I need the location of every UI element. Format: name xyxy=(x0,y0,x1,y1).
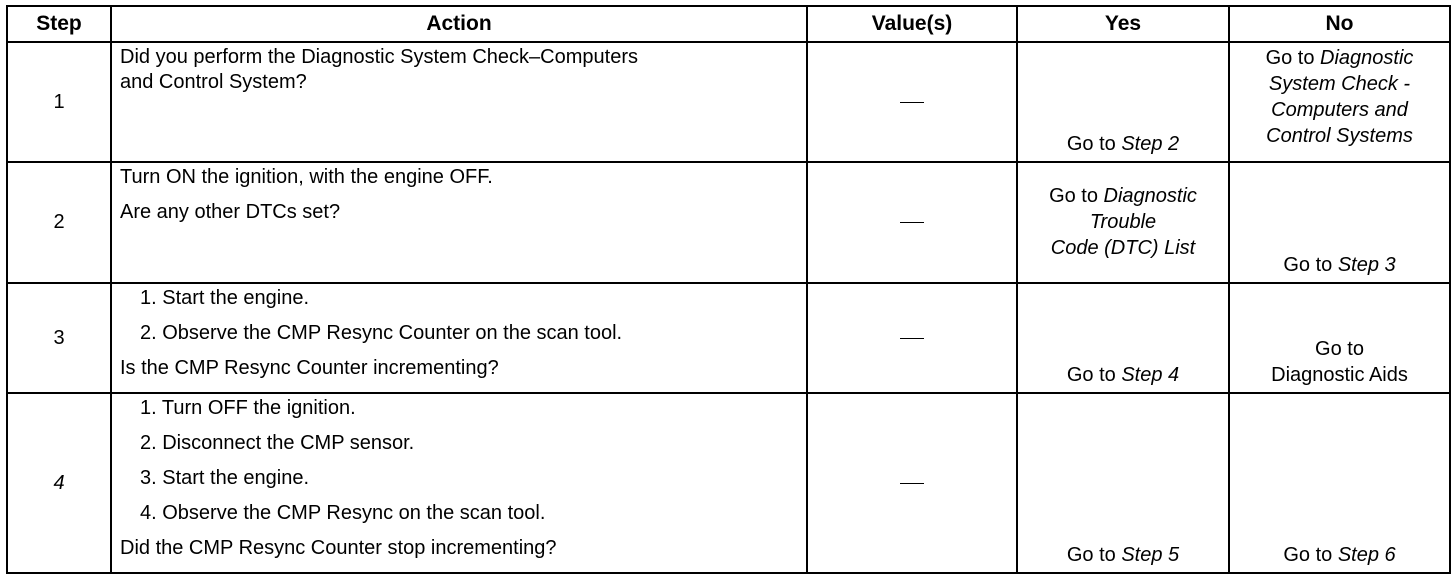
yes-link[interactable]: Step 5 xyxy=(1121,544,1180,566)
action-step: 1. Start the engine. xyxy=(140,287,310,309)
yes-link[interactable]: Step 4 xyxy=(1121,364,1180,386)
value-cell xyxy=(807,162,1017,283)
action-step: 2. Disconnect the CMP sensor. xyxy=(140,432,415,454)
step-number: 1 xyxy=(7,42,111,162)
action-question: Is the CMP Resync Counter incrementing? xyxy=(120,357,499,379)
action-cell xyxy=(111,162,807,283)
no-link[interactable]: Diagnostic xyxy=(1320,47,1414,69)
no-link[interactable]: Diagnostic Aids xyxy=(1271,364,1408,386)
yes-cell xyxy=(1017,393,1229,573)
yes-cell xyxy=(1017,283,1229,393)
yes-cell xyxy=(1017,42,1229,162)
action-cell xyxy=(111,283,807,393)
diagnostic-table xyxy=(6,5,1451,574)
no-link[interactable]: Computers and xyxy=(1271,99,1408,121)
no-text: Go to xyxy=(1315,338,1364,360)
yes-text: Go to xyxy=(1066,364,1122,386)
no-text: Go to xyxy=(1265,47,1321,69)
yes-link[interactable]: Code (DTC) List xyxy=(1050,236,1196,259)
action-cell xyxy=(111,42,807,162)
yes-cell xyxy=(1017,162,1229,283)
value-cell xyxy=(807,42,1017,162)
yes-link[interactable]: Step 2 xyxy=(1121,133,1180,155)
action-question: Did the CMP Resync Counter stop incrementing? xyxy=(120,537,557,559)
header-action: Action xyxy=(111,6,807,42)
no-cell xyxy=(1229,393,1450,573)
action-text: Did you perform the Diagnostic System Check–Computers xyxy=(120,46,638,68)
action-text: and Control System? xyxy=(120,71,307,93)
dash-mark xyxy=(900,338,924,339)
no-cell xyxy=(1229,283,1450,393)
value-cell xyxy=(807,283,1017,393)
no-link[interactable]: Step 3 xyxy=(1337,254,1396,276)
action-step: 2. Observe the CMP Resync Counter on the scan tool. xyxy=(140,322,623,344)
no-link[interactable]: System Check - xyxy=(1268,73,1411,95)
table-row xyxy=(7,42,1450,162)
yes-text: Go to xyxy=(1066,133,1122,155)
dash-mark xyxy=(900,483,924,484)
dash-mark xyxy=(900,102,924,103)
yes-text: Go to xyxy=(1066,544,1122,566)
action-step: 3. Start the engine. xyxy=(140,467,310,489)
header-step: Step xyxy=(7,6,111,42)
step-number: 3 xyxy=(7,283,111,393)
yes-link[interactable]: Diagnostic xyxy=(1103,184,1197,207)
header-no: No xyxy=(1229,6,1450,42)
action-step: 4. Observe the CMP Resync on the scan tool. xyxy=(140,502,546,524)
no-cell xyxy=(1229,42,1450,162)
header-yes: Yes xyxy=(1017,6,1229,42)
yes-text: Go to xyxy=(1049,184,1104,207)
dash-mark xyxy=(900,222,924,223)
table-row xyxy=(7,162,1450,283)
no-cell xyxy=(1229,162,1450,283)
action-text: Turn ON the ignition, with the engine OFF. xyxy=(120,166,493,188)
no-link[interactable]: Control Systems xyxy=(1266,125,1413,147)
action-cell xyxy=(111,393,807,573)
step-number: 2 xyxy=(7,162,111,283)
step-number: 4 xyxy=(7,393,111,573)
value-cell xyxy=(807,393,1017,573)
action-text: Are any other DTCs set? xyxy=(120,201,341,223)
yes-link[interactable]: Trouble xyxy=(1089,210,1157,233)
table-row xyxy=(7,393,1450,573)
action-step: 1. Turn OFF the ignition. xyxy=(140,397,356,419)
header-values: Value(s) xyxy=(807,6,1017,42)
table-row xyxy=(7,283,1450,393)
header-row xyxy=(7,6,1450,42)
no-link[interactable]: Step 6 xyxy=(1337,544,1396,566)
no-text: Go to xyxy=(1283,544,1338,566)
no-text: Go to xyxy=(1283,254,1338,276)
